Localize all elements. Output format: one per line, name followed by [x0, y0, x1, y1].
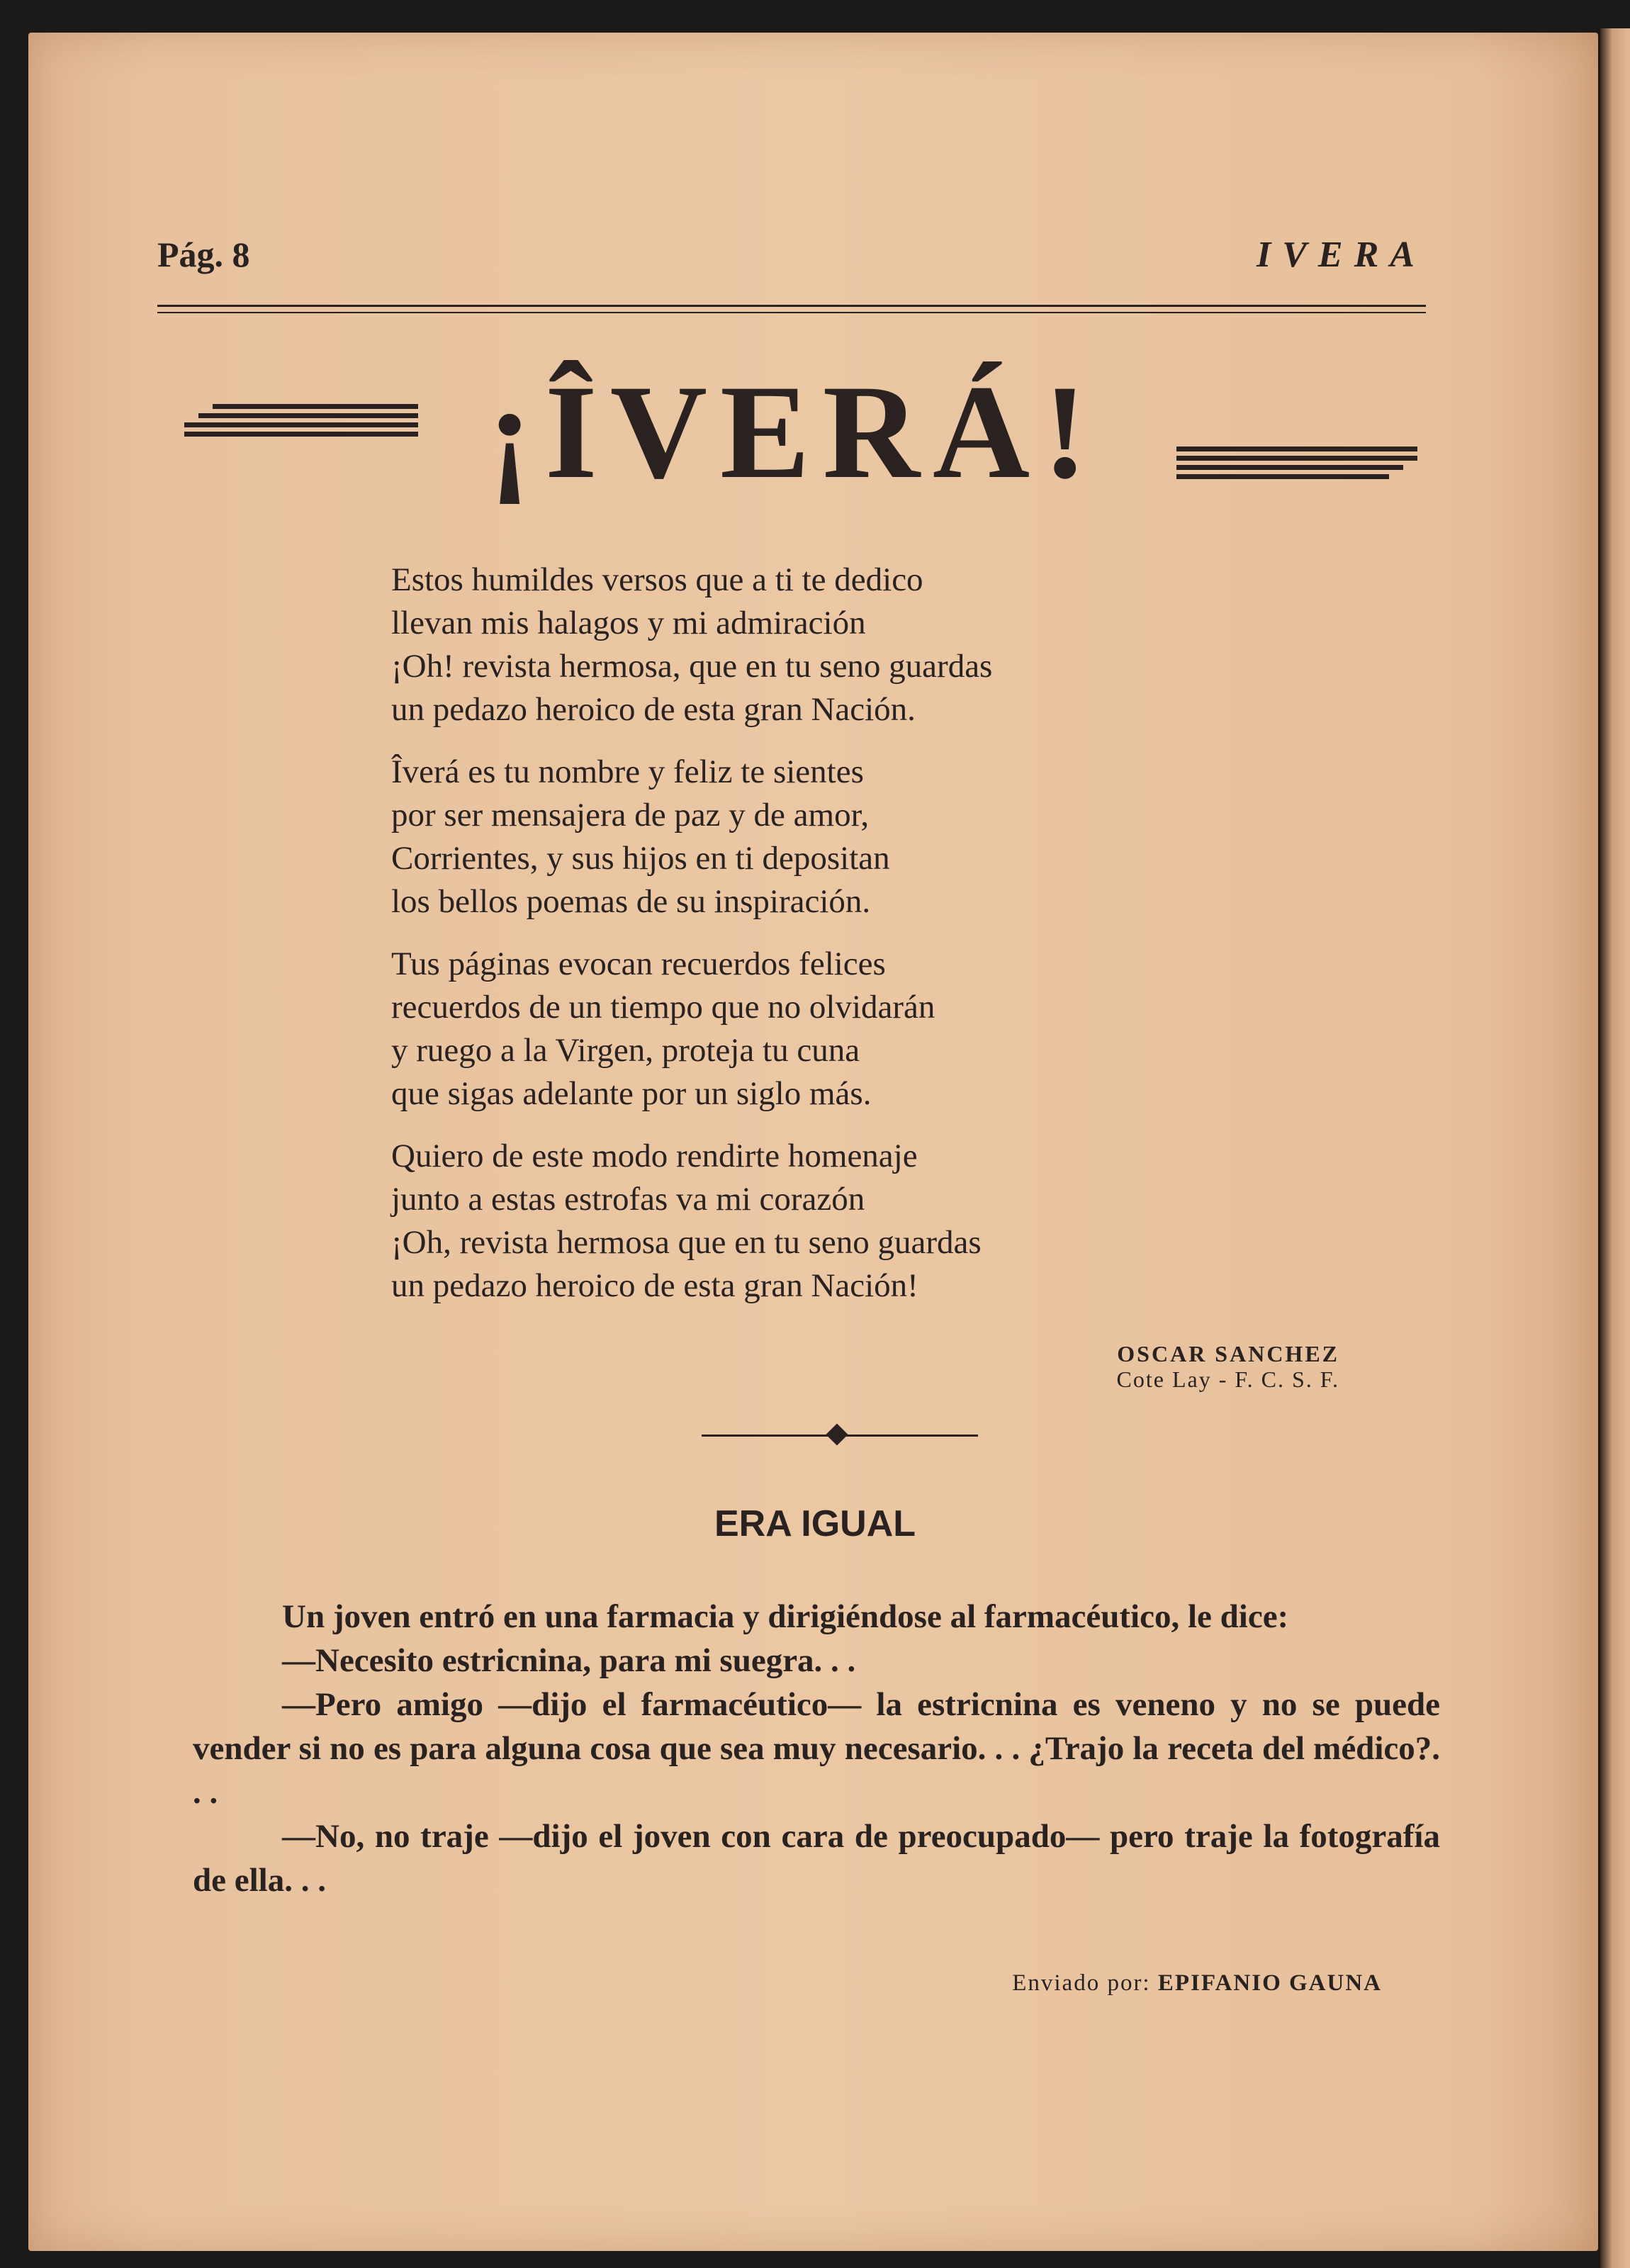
sent-by-credit: [1012, 1970, 1382, 1997]
story-paragraph: Un joven entró en una farmacia y dirigiéndose al farmacéutico, le dice:: [282, 1598, 1289, 1635]
poem-stanza: [391, 558, 992, 731]
author-place: Cote Lay - F. C. S. F.: [1116, 1366, 1339, 1392]
poem-body: [391, 558, 992, 1327]
poem-line: Estos humildes versos que a ti te dedico: [391, 561, 923, 598]
story-title: ERA IGUAL: [714, 1503, 916, 1544]
poem-stanza: [391, 943, 992, 1116]
poem-line: Quiero de este modo rendirte homenaje: [391, 1138, 918, 1174]
poem-line: un pedazo heroico de esta gran Nación!: [391, 1267, 918, 1304]
poem-stanza: [391, 751, 992, 924]
poem-line: y ruego a la Virgen, proteja tu cuna: [391, 1032, 860, 1069]
poem-line: los bellos poemas de su inspiración.: [391, 883, 871, 920]
section-divider: [702, 1425, 978, 1446]
story-paragraph: —Pero amigo —dijo el farmacéutico— la estricnina es veneno y no se puede vender si no es para alguna cosa que sea muy necesario. . . ¿Trajo la receta del médico?. . .: [193, 1686, 1440, 1811]
poem-line: un pedazo heroico de esta gran Nación.: [391, 691, 916, 728]
poem-title: ¡ÎVERÁ!: [487, 358, 1101, 507]
poem-signature: [1117, 1341, 1339, 1367]
poem-line: Tus páginas evocan recuerdos felices: [391, 945, 886, 982]
poem-line: ¡Oh! revista hermosa, que en tu seno guardas: [391, 648, 993, 685]
title-right-lines: [1176, 447, 1417, 483]
poem-line: que sigas adelante por un siglo más.: [391, 1075, 872, 1112]
header-rule-bottom: [157, 312, 1426, 313]
header-rule-top: [157, 305, 1426, 307]
next-page-edge: [1600, 28, 1630, 2268]
poem-title-block: [156, 358, 1432, 517]
poem-line: por ser mensajera de paz y de amor,: [391, 797, 870, 833]
story-body: [193, 1595, 1440, 1902]
poem-line: junto a estas estrofas va mi corazón: [391, 1181, 865, 1218]
poem-line: llevan mis halagos y mi admiración: [391, 605, 866, 641]
page-number: Pág. 8: [157, 235, 250, 274]
running-title: IVERA: [1257, 235, 1426, 275]
diamond-ornament-icon: [826, 1423, 848, 1445]
poem-line: Îverá es tu nombre y feliz te sientes: [391, 753, 864, 790]
author-name: OSCAR SANCHEZ: [1117, 1341, 1339, 1366]
poem-line: recuerdos de un tiempo que no olvidarán: [391, 989, 935, 1026]
story-paragraph: —Necesito estricnina, para mi suegra. . .: [282, 1642, 856, 1679]
page-header: [157, 234, 1426, 319]
sent-by-name: EPIFANIO GAUNA: [1157, 1970, 1382, 1996]
poem-line: Corrientes, y sus hijos en ti depositan: [391, 840, 890, 877]
poem-line: ¡Oh, revista hermosa que en tu seno guardas: [391, 1224, 982, 1261]
story-paragraph: —No, no traje —dijo el joven con cara de preocupado— pero traje la fotografía de ella. . .: [193, 1818, 1440, 1899]
poem-signature-place: [1117, 1366, 1339, 1393]
poem-stanza: [391, 1135, 992, 1308]
sent-by-label: Enviado por:: [1012, 1970, 1151, 1996]
